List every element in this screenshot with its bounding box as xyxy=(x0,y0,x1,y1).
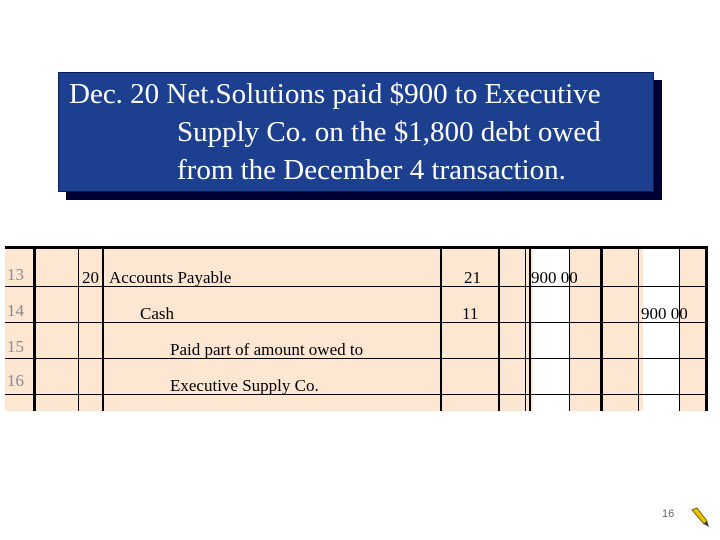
pen-icon xyxy=(688,506,710,528)
general-journal xyxy=(5,246,708,411)
entry-post-ref: 21 xyxy=(464,268,481,287)
entry-debit: 900 00 xyxy=(531,268,578,287)
column-rule xyxy=(600,249,603,411)
entry-credit: 900 00 xyxy=(641,304,688,323)
column-rule xyxy=(638,249,639,411)
line-number: 13 xyxy=(7,265,24,284)
column-rule xyxy=(78,249,79,411)
column-rule xyxy=(525,249,526,411)
entry-explanation: Executive Supply Co. xyxy=(170,376,319,395)
title-line-3: from the December 4 transaction. xyxy=(177,154,566,186)
credit-white-column xyxy=(643,249,679,411)
entry-description: Cash xyxy=(140,304,174,323)
column-rule xyxy=(679,249,680,411)
page-number: 16 xyxy=(662,508,675,520)
entry-description: Accounts Payable xyxy=(109,268,232,287)
entry-explanation: Paid part of amount owed to xyxy=(170,340,364,359)
line-number: 14 xyxy=(7,301,24,320)
title-line-2: Supply Co. on the $1,800 debt owed xyxy=(177,116,601,148)
transaction-title-box xyxy=(58,72,654,192)
line-number: 15 xyxy=(7,337,24,356)
column-rule xyxy=(705,249,708,411)
column-rule xyxy=(498,249,500,411)
title-line-1: Dec. 20 Net.Solutions paid $900 to Executive xyxy=(69,78,601,110)
column-rule xyxy=(440,249,442,411)
line-number: 16 xyxy=(7,371,24,390)
entry-day: 20 xyxy=(82,268,99,287)
entry-post-ref: 11 xyxy=(462,304,479,323)
column-rule xyxy=(102,249,104,411)
column-rule xyxy=(33,249,36,411)
